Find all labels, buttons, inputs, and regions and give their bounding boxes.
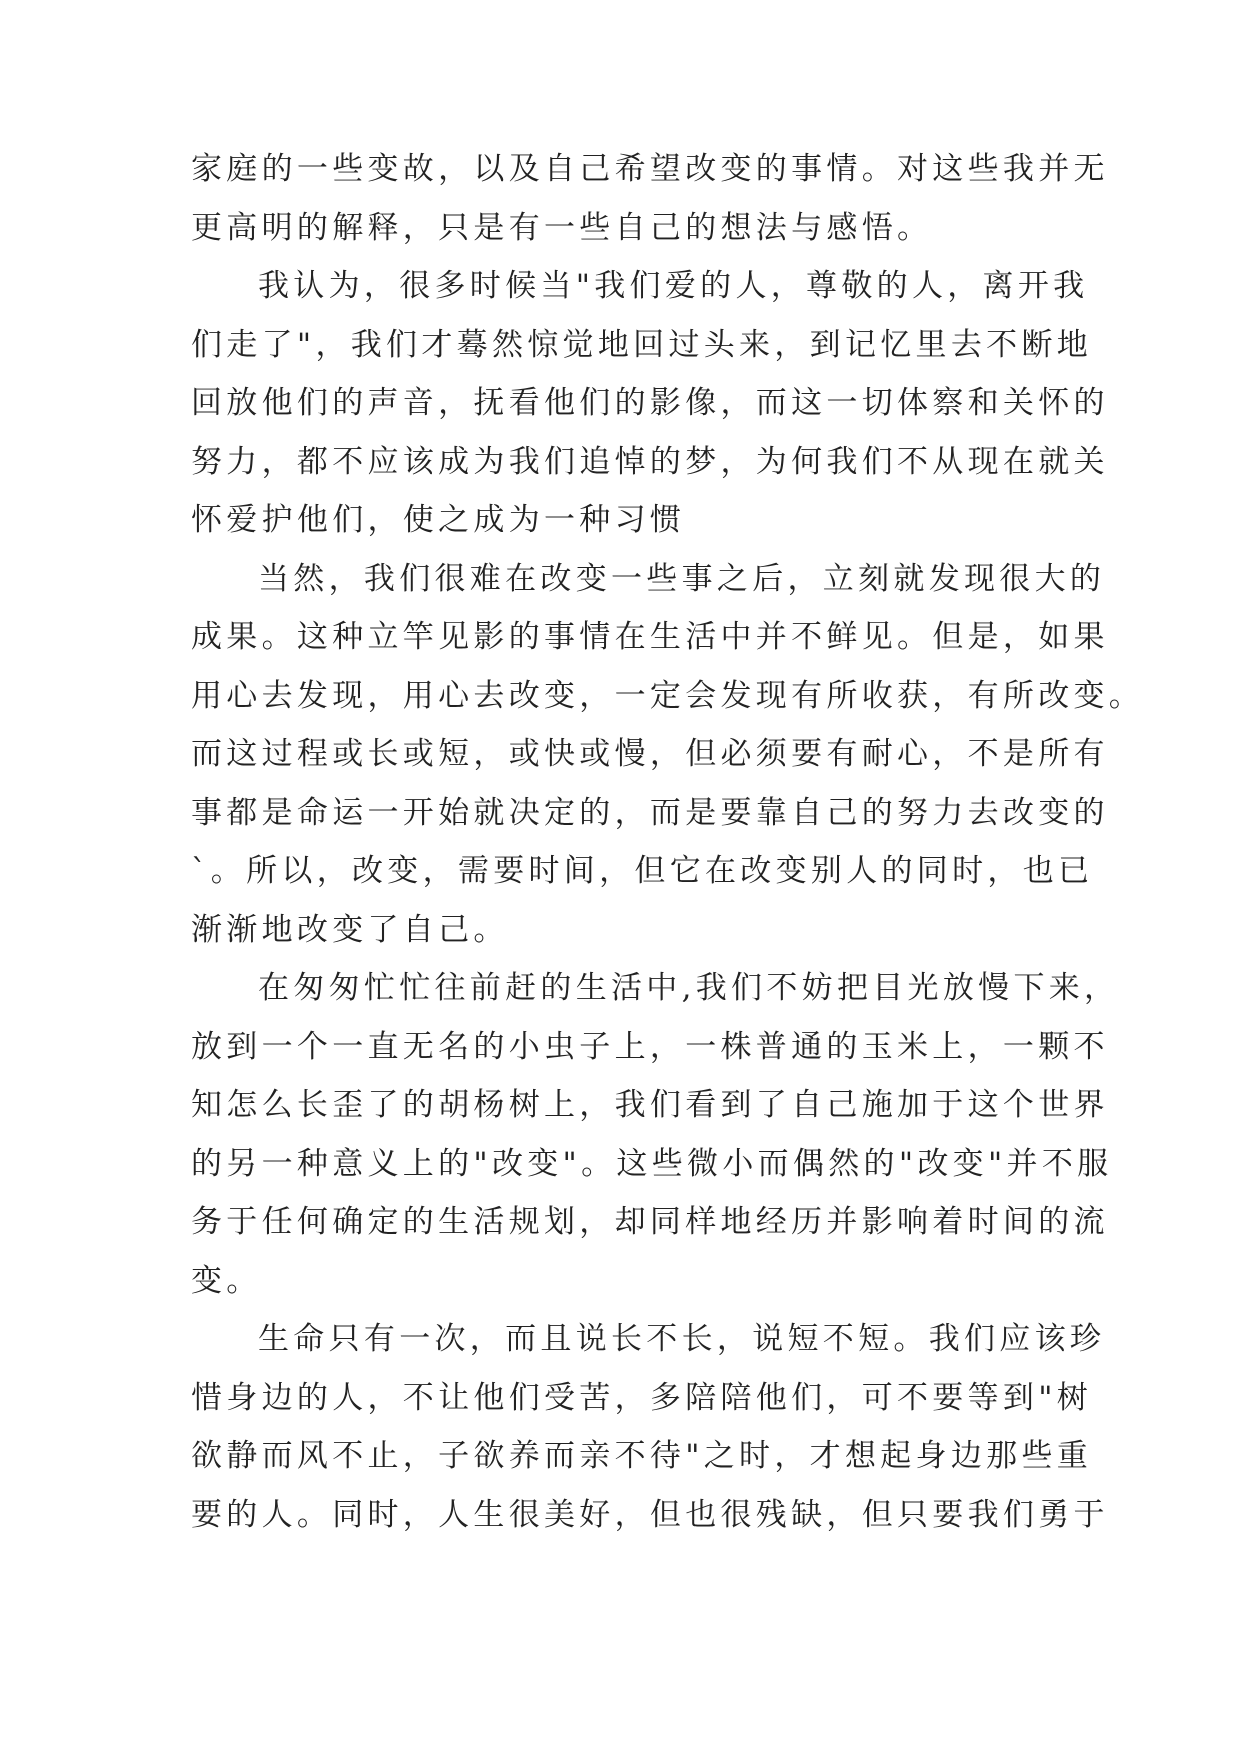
text-line: 务于任何确定的生活规划，却同样地经历并影响着时间的流: [191, 1204, 1109, 1240]
text-line: `。所以，改变，需要时间，但它在改变别人的同时，也已: [191, 853, 1094, 889]
text-line: 变。: [191, 1262, 262, 1299]
text-line: 要的人。同时，人生很美好，但也很残缺，但只要我们勇于: [191, 1496, 1109, 1533]
text-line: 们走了"，我们才蓦然惊觉地回过头来，到记忆里去不断地: [191, 326, 1093, 363]
text-line: 在匆匆忙忙往前赶的生活中,我们不妨把目光放慢下来，: [258, 970, 1120, 1006]
text-line: 家庭的一些变故，以及自己希望改变的事情。对这些我并无: [191, 151, 1109, 187]
text-line: 努力，都不应该成为我们追悼的梦，为何我们不从现在就关: [191, 443, 1109, 480]
text-line: 怀爱护他们，使之成为一种习惯: [191, 502, 686, 538]
document-page: [191, 140, 1145, 1544]
text-line: 用心去发现，用心去改变，一定会发现有所收获，有所改变。: [191, 677, 1145, 714]
text-line: 更高明的解释，只是有一些自己的想法与感悟。: [191, 209, 933, 246]
paragraph-2: [191, 257, 1109, 550]
paragraph-5: [191, 1310, 1109, 1544]
text-line: 放到一个一直无名的小虫子上，一株普通的玉米上，一颗不: [191, 1028, 1109, 1065]
text-line: 事都是命运一开始就决定的，而是要靠自己的努力去改变的: [191, 794, 1109, 831]
text-line: 知怎么长歪了的胡杨树上，我们看到了自己施加于这个世界: [191, 1087, 1109, 1123]
text-line: 回放他们的声音，抚看他们的影像，而这一切体察和关怀的: [191, 385, 1109, 421]
text-line: 生命只有一次，而且说长不长，说短不短。我们应该珍: [258, 1321, 1106, 1357]
text-line: 而这过程或长或短，或快或慢，但必须要有耐心，不是所有: [191, 736, 1109, 772]
text-line: 欲静而风不止，子欲养而亲不待"之时，才想起身边那些重: [191, 1438, 1093, 1474]
paragraph-4: [191, 959, 1120, 1310]
text-line: 渐渐地改变了自己。: [191, 911, 509, 948]
paragraph-1: [191, 140, 1109, 257]
text-line: 惜身边的人，不让他们受苦，多陪陪他们，可不要等到"树: [191, 1379, 1093, 1416]
text-line: 我认为，很多时候当"我们爱的人，尊敬的人，离开我: [258, 268, 1089, 304]
paragraph-3: [191, 550, 1145, 960]
text-line: 当然，我们很难在改变一些事之后，立刻就发现很大的: [258, 560, 1106, 597]
text-line: 成果。这种立竿见影的事情在生活中并不鲜见。但是，如果: [191, 619, 1109, 655]
text-line: 的另一种意义上的"改变"。这些微小而偶然的"改变"并不服: [191, 1145, 1113, 1182]
